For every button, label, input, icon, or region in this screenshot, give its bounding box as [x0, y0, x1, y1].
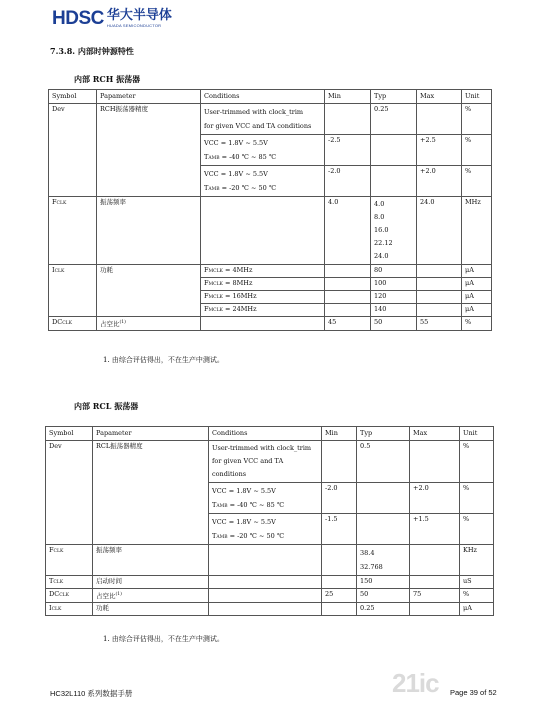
min-cell — [322, 441, 357, 483]
footer-doc-name: HC32L110 系列数据手册 — [50, 689, 133, 698]
parameter-cell: 占空比$^{(1)}$ — [93, 589, 209, 603]
symbol-cell: DCCLK — [46, 589, 93, 603]
max-cell — [410, 441, 460, 483]
symbol-cell: FCLK — [46, 545, 93, 576]
max-cell: +2.0 — [417, 166, 462, 197]
typ-cell: 4.0 8.0 16.0 22.12 24.0 — [371, 197, 417, 265]
conditions-cell: FMCLK = 16MHz — [201, 291, 325, 304]
max-cell: +2.0 — [410, 483, 460, 514]
parameter-cell: 功耗 — [93, 603, 209, 616]
parameter-cell: 启动时间 — [93, 576, 209, 589]
max-cell: 75 — [410, 589, 460, 603]
symbol-cell: Dev — [49, 104, 97, 197]
unit-cell: uS — [460, 576, 494, 589]
unit-cell: μA — [462, 291, 492, 304]
table-row — [46, 589, 494, 603]
unit-cell: MHz — [462, 197, 492, 265]
typ-cell: 100 — [371, 278, 417, 291]
symbol-cell: Dev — [46, 441, 93, 545]
column-header: Conditions — [201, 90, 325, 104]
column-header: Typ — [357, 427, 410, 441]
table-header-row — [46, 427, 494, 441]
conditions-cell: FMCLK = 4MHz — [201, 265, 325, 278]
max-cell — [417, 265, 462, 278]
typ-cell — [371, 166, 417, 197]
unit-cell: % — [462, 317, 492, 331]
logo-chinese-name: 华大半导体 — [106, 8, 172, 23]
conditions-cell: VCC = 1.8V ~ 5.5V TAMB = -40 ℃ ~ 85 ℃ — [201, 135, 325, 166]
table-row — [49, 317, 492, 331]
symbol-cell: FCLK — [49, 197, 97, 265]
symbol-cell: ICLK — [46, 603, 93, 616]
table-row — [46, 441, 494, 483]
parameter-cell: 功耗 — [97, 265, 201, 317]
typ-cell — [357, 514, 410, 545]
typ-cell: 38.4 32.768 — [357, 545, 410, 576]
conditions-cell: VCC = 1.8V ~ 5.5V TAMB = -20 ℃ ~ 50 ℃ — [201, 166, 325, 197]
parameter-cell: 振荡频率 — [97, 197, 201, 265]
typ-cell — [357, 483, 410, 514]
column-header: Unit — [462, 90, 492, 104]
column-header: Max — [417, 90, 462, 104]
min-cell: -2.5 — [325, 135, 371, 166]
typ-cell: 0.5 — [357, 441, 410, 483]
column-header: Min — [325, 90, 371, 104]
logo-mark: HDSC — [52, 8, 104, 29]
max-cell: 24.0 — [417, 197, 462, 265]
conditions-cell: VCC = 1.8V ~ 5.5V TAMB = -20 ℃ ~ 50 ℃ — [209, 514, 322, 545]
table-row — [49, 265, 492, 278]
min-cell — [322, 603, 357, 616]
conditions-cell: VCC = 1.8V ~ 5.5V TAMB = -40 ℃ ~ 85 ℃ — [209, 483, 322, 514]
logo-english-name: HUADA SEMICONDUCTOR — [106, 23, 162, 28]
unit-cell: % — [462, 166, 492, 197]
unit-cell: % — [460, 514, 494, 545]
conditions-cell — [209, 589, 322, 603]
min-cell — [325, 265, 371, 278]
min-cell: 45 — [325, 317, 371, 331]
min-cell — [322, 545, 357, 576]
max-cell — [410, 545, 460, 576]
parameter-cell: 振荡频率 — [93, 545, 209, 576]
max-cell: +2.5 — [417, 135, 462, 166]
column-header: Symbol — [46, 427, 93, 441]
symbol-cell: ICLK — [49, 265, 97, 317]
max-cell — [417, 278, 462, 291]
min-cell — [325, 104, 371, 135]
column-header: Typ — [371, 90, 417, 104]
min-cell — [325, 278, 371, 291]
max-cell — [417, 291, 462, 304]
unit-cell: % — [460, 441, 494, 483]
table-row — [46, 603, 494, 616]
conditions-cell — [201, 317, 325, 331]
typ-cell: 150 — [357, 576, 410, 589]
max-cell — [417, 304, 462, 317]
conditions-cell: User-trimmed with clock_trim for given VCC and TA conditions — [201, 104, 325, 135]
min-cell: 25 — [322, 589, 357, 603]
max-cell — [417, 104, 462, 135]
typ-cell: 120 — [371, 291, 417, 304]
min-cell: -1.5 — [322, 514, 357, 545]
column-header: Papameter — [97, 90, 201, 104]
min-cell — [322, 576, 357, 589]
min-cell — [325, 291, 371, 304]
unit-cell: KHz — [460, 545, 494, 576]
conditions-cell: FMCLK = 8MHz — [201, 278, 325, 291]
rcl-table-title: 内部 RCL 振荡器 — [74, 401, 139, 411]
conditions-cell — [209, 545, 322, 576]
typ-cell: 0.25 — [371, 104, 417, 135]
table-row — [49, 197, 492, 265]
unit-cell: % — [462, 104, 492, 135]
max-cell: +1.5 — [410, 514, 460, 545]
unit-cell: μA — [460, 603, 494, 616]
conditions-cell — [201, 197, 325, 265]
typ-cell: 80 — [371, 265, 417, 278]
table-row — [46, 576, 494, 589]
min-cell: -2.0 — [322, 483, 357, 514]
rch-table-title: 内部 RCH 振荡器 — [74, 74, 141, 84]
parameter-cell: RCL振荡器精度 — [93, 441, 209, 545]
column-header: Min — [322, 427, 357, 441]
rch-table — [48, 89, 492, 331]
rcl-table — [45, 426, 494, 616]
symbol-cell: TCLK — [46, 576, 93, 589]
typ-cell: 50 — [357, 589, 410, 603]
column-header: Papameter — [93, 427, 209, 441]
min-cell: -2.0 — [325, 166, 371, 197]
section-title: 7.3.8. 内部时钟源特性 — [50, 46, 134, 56]
typ-cell — [371, 135, 417, 166]
unit-cell: % — [460, 483, 494, 514]
parameter-cell: 占空比$^{(1)}$ — [97, 317, 201, 331]
conditions-cell — [209, 603, 322, 616]
symbol-cell: DCCLK — [49, 317, 97, 331]
conditions-cell: FMCLK = 24MHz — [201, 304, 325, 317]
rch-footnote: 1. 由综合评估得出，不在生产中测试。 — [103, 356, 224, 364]
table-row — [49, 104, 492, 135]
column-header: Conditions — [209, 427, 322, 441]
unit-cell: μA — [462, 278, 492, 291]
column-header: Unit — [460, 427, 494, 441]
unit-cell: % — [460, 589, 494, 603]
typ-cell: 140 — [371, 304, 417, 317]
column-header: Symbol — [49, 90, 97, 104]
min-cell — [325, 304, 371, 317]
column-header: Max — [410, 427, 460, 441]
logo-text — [107, 8, 172, 28]
conditions-cell — [209, 576, 322, 589]
max-cell — [410, 576, 460, 589]
rcl-footnote: 1. 由综合评估得出，不在生产中测试。 — [103, 635, 224, 643]
typ-cell: 50 — [371, 317, 417, 331]
company-logo — [52, 8, 172, 30]
table-header-row — [49, 90, 492, 104]
footer-page-number: Page 39 of 52 — [450, 688, 497, 697]
unit-cell: μA — [462, 265, 492, 278]
parameter-cell: RCH振荡器精度 — [97, 104, 201, 197]
unit-cell: % — [462, 135, 492, 166]
min-cell: 4.0 — [325, 197, 371, 265]
conditions-cell: User-trimmed with clock_trim for given VCC and TA conditions — [209, 441, 322, 483]
watermark-logo: 21ic — [392, 668, 439, 698]
unit-cell: μA — [462, 304, 492, 317]
max-cell: 55 — [417, 317, 462, 331]
table-row — [46, 545, 494, 576]
typ-cell: 0.25 — [357, 603, 410, 616]
max-cell — [410, 603, 460, 616]
